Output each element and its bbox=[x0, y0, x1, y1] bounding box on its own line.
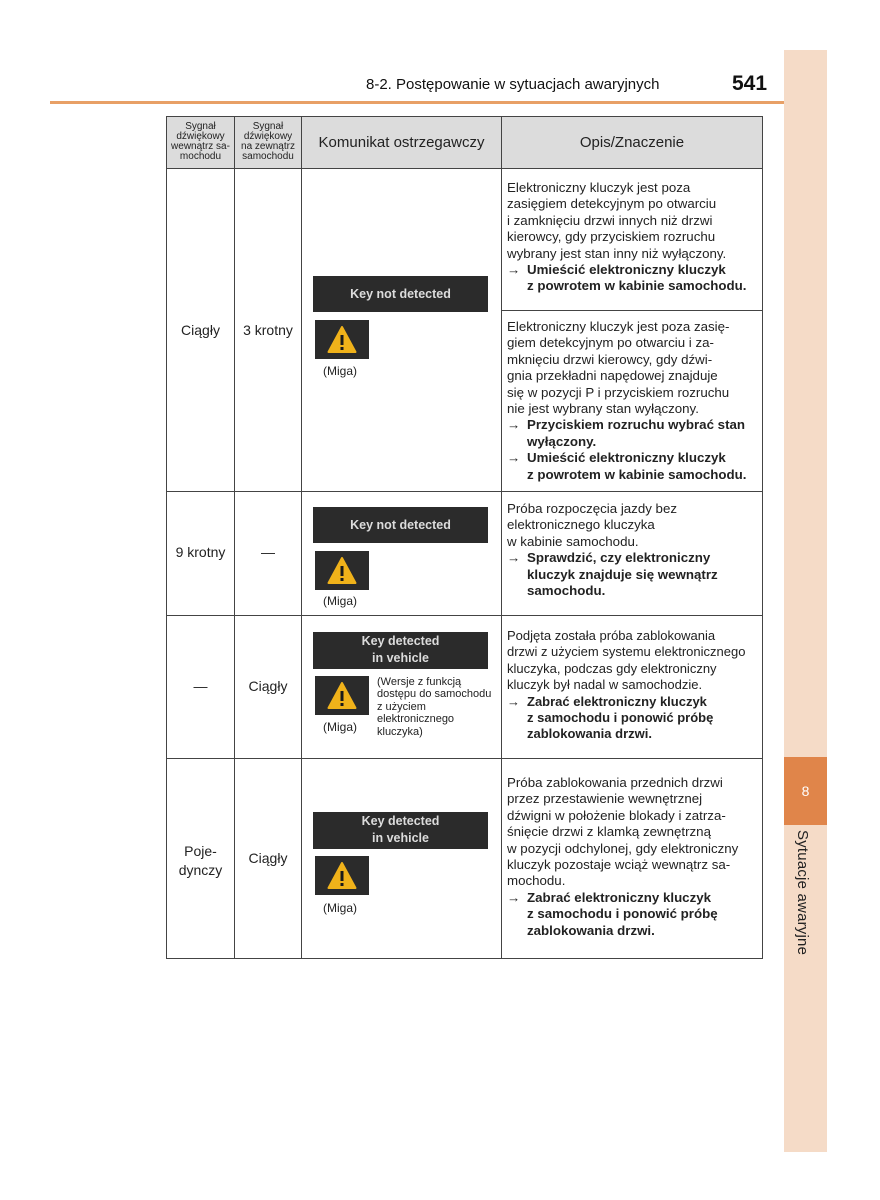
row1-inside-signal: Ciągły bbox=[181, 322, 220, 338]
warning-table bbox=[166, 116, 763, 959]
row4-description: Próba zablokowania przednich drzwi przez przestawienie wewnętrznej dźwigni w położenie blokady i zatrza- śnięcie drzwi z klamką zewnętrzną w pozycji odchylonej, gdy elektroniczny kluczyk pozostaje wciąż wewnątrz sa- mochodu. → Zabrać elektroniczny kluczyk z samochodu i ponowić próbę zablokowania drzwi. bbox=[507, 775, 761, 939]
chapter-title: Sytuacje awaryjne bbox=[794, 830, 811, 956]
row4-action: → Zabrać elektroniczny kluczyk z samochodu i ponowić próbę zablokowania drzwi. bbox=[507, 889, 718, 938]
chapter-number-tab: 8 bbox=[784, 757, 827, 825]
page-number: 541 bbox=[732, 72, 768, 95]
row2-blink-label: (Miga) bbox=[323, 594, 358, 608]
col-inside-signal: Sygnał dźwiękowy wewnątrz sa- mochodu bbox=[171, 121, 230, 162]
row4-inside-signal: Poje- dynczy bbox=[178, 843, 223, 878]
header-rule bbox=[50, 101, 784, 104]
row3-action: → Zabrać elektroniczny kluczyk z samochodu i ponowić próbę zablokowania drzwi. bbox=[507, 693, 714, 742]
row3-blink-label: (Miga) bbox=[323, 720, 358, 734]
row1-blink-label: (Miga) bbox=[323, 364, 358, 378]
row3-warning-icon bbox=[315, 676, 369, 715]
row2-message-display: Key not detected bbox=[313, 507, 488, 543]
row2-action: → Sprawdzić, czy elektroniczny kluczyk znajduje się wewnątrz samochodu. bbox=[507, 550, 718, 599]
row4-warning-icon bbox=[315, 856, 369, 895]
row2-inside-signal: 9 krotny bbox=[175, 544, 226, 560]
row1-description-a: Elektroniczny kluczyk jest poza zasięgiem detekcyjnym po otwarciu i zamknięciu drzwi innych niż drzwi kierowcy, gdy przyciskiem rozruchu wybrany jest stan inny niż wyłączony. → Umieścić elektroniczny kluczyk z powrotem w kabinie samochodu. bbox=[507, 180, 759, 295]
row1-action-b1: → Przyciskiem rozruchu wybrać stan wyłączony. bbox=[507, 417, 746, 449]
row3-description: Podjęta została próba zablokowania drzwi z użyciem systemu elektronicznego kluczyka, podczas gdy elektroniczny kluczyk był nadal w samochodzie. → Zabrać elektroniczny kluczyk z samochodu i ponowić próbę zablokowania drzwi. bbox=[507, 628, 761, 743]
row3-inside-signal: — bbox=[193, 678, 208, 694]
row4-outside-signal: Ciągły bbox=[248, 850, 288, 866]
col-message: Komunikat ostrzegawczy bbox=[318, 134, 485, 151]
row3-version-note: (Wersje z funkcją dostępu do samochodu z użyciem elektronicznego kluczyka) bbox=[377, 676, 492, 738]
col-outside-signal: Sygnał dźwiękowy na zewnątrz samochodu bbox=[241, 121, 295, 162]
row1-description-b: Elektroniczny kluczyk jest poza zasię- giem detekcyjnym po otwarciu i za- mknięciu drzwi kierowcy, gdy dźwi- gnia przekładni napędowej znajduje się w pozycji P i przyciskiem rozruchu nie jest wybrany stan wyłączony. → Przyciskiem rozruchu wybrać stan wyłączony. → Umieścić elektroniczny kluczyk z powrotem w kabinie samochodu. bbox=[507, 319, 759, 483]
section-title: 8-2. Postępowanie w sytuacjach awaryjnych bbox=[366, 76, 660, 93]
row2-warning-icon bbox=[315, 551, 369, 590]
row3-outside-signal: Ciągły bbox=[248, 678, 288, 694]
row1-action-a: → Umieścić elektroniczny kluczyk z powrotem w kabinie samochodu. bbox=[507, 262, 747, 294]
row1-warning-icon bbox=[315, 320, 369, 359]
row4-blink-label: (Miga) bbox=[323, 901, 358, 915]
row3-message-display: Key detected in vehicle bbox=[313, 632, 488, 669]
row4-message-display: Key detected in vehicle bbox=[313, 812, 488, 849]
row2-outside-signal: — bbox=[261, 544, 275, 560]
row1-outside-signal: 3 krotny bbox=[243, 322, 293, 338]
row1-action-b2: → Umieścić elektroniczny kluczyk z powrotem w kabinie samochodu. bbox=[507, 450, 747, 482]
row2-description: Próba rozpoczęcia jazdy bez elektronicznego kluczyka w kabinie samochodu. → Sprawdzić, czy elektroniczny kluczyk znajduje się wewnątrz samochodu. bbox=[507, 501, 759, 599]
row1-message-display: Key not detected bbox=[313, 276, 488, 312]
col-description: Opis/Znaczenie bbox=[579, 134, 685, 151]
